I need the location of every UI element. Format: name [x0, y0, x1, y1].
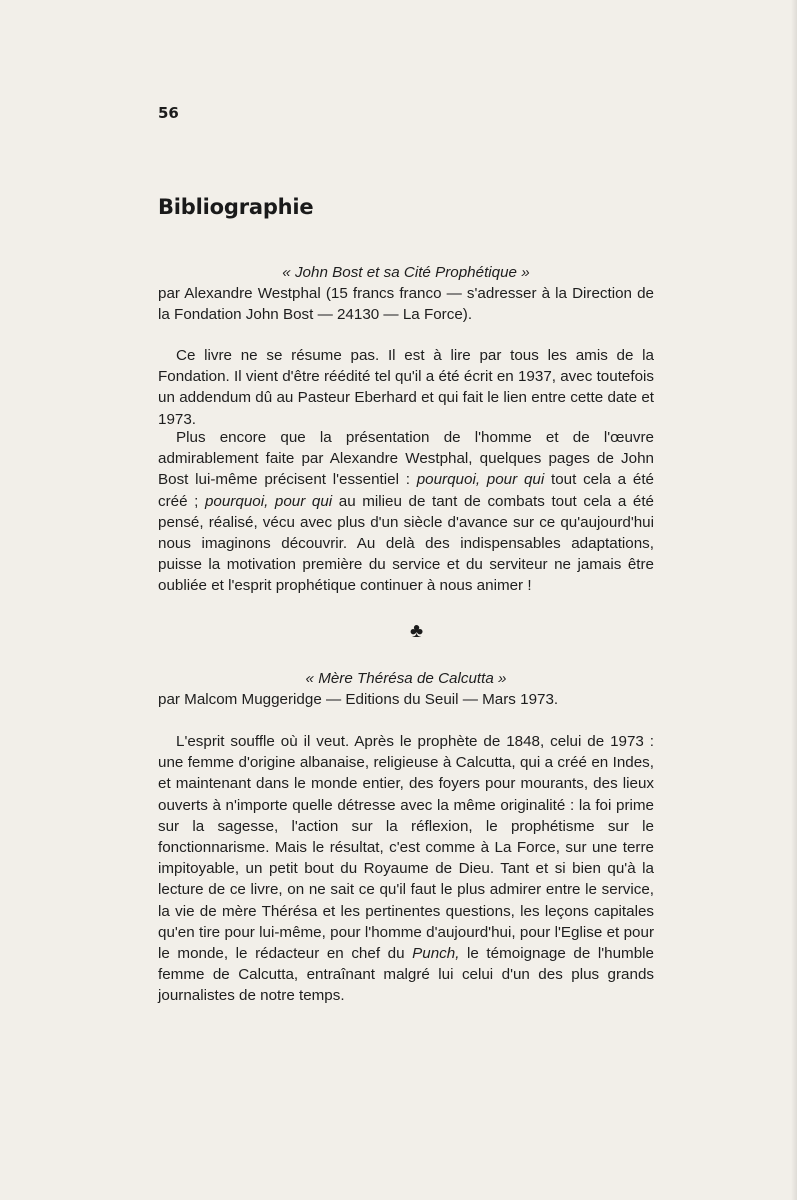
- book-2-paragraph-text-a: L'esprit souffle où il veut. Après le prophète de 1848, celui de 1973 : une femme d'origine albanaise, religieuse à Calcutta, qui a créé en Indes, et maintenant dans le monde entier, des foyers pour mourants, des lieux ouverts à n'importe quelle détresse avec la même originalité : la foi prime sur la sagesse, l'action sur la réflexion, le prophétisme sur le fonctionnarisme. Mais le résultat, c'est comme à La Force, sur une terre impitoyable, un petit bout du Royaume de Dieu. Tant et si bien qu'à la lecture de ce livre, on ne sait ce qu'il faut le plus admirer entre le service, la vie de mère Thérésa et les pertinentes questions, les leçons capitales qu'en tire pour lui-même, pour l'homme d'aujourd'hui, pour l'Eglise et pour le monde, le rédacteur en chef du: [158, 733, 654, 963]
- book-2-title: « Mère Thérésa de Calcutta »: [305, 670, 507, 687]
- book-review-1: [158, 262, 654, 326]
- club-ornament-icon: ♣: [410, 620, 424, 642]
- book-review-2: [158, 668, 654, 710]
- book-1-byline: par Alexandre Westphal (15 francs franco — s'adresser à la Direction de la Fondation John Bost — 24130 — La Force).: [158, 285, 654, 324]
- book-1-paragraph-1: Ce livre ne se résume pas. Il est à lire par tous les amis de la Fondation. Il vient d'être réédité tel qu'il a été écrit en 1937, avec toutefois un addendum dû au Pasteur Eberhard et qui fait le lien entre cette date et 1973.: [158, 347, 654, 428]
- book-1-title: « John Bost et sa Cité Prophétique »: [282, 264, 530, 281]
- book-1-paragraph-2-text-c: au milieu de tant de combats tout cela a été pensé, réalisé, vécu avec plus d'un siècle d'avance sur ce qu'aujourd'hui nous imaginons découvrir. Au delà des indispensables adaptations, puisse la motivation première du service et du serviteur ne jamais être oubliée et l'esprit prophétique continuer à nous animer !: [158, 492, 654, 595]
- book-2-paragraph: [158, 731, 654, 1007]
- book-2-paragraph-emphasis: Punch,: [412, 945, 460, 963]
- book-1-paragraph-2-text-a: Plus encore que la présentation de l'homme et de l'œuvre admirablement faite par Alexandre Westphal, quelques pages de John Bost lui-même précisent l'essentiel :: [158, 429, 654, 489]
- book-2-paragraph-text-b: le témoignage de l'humble femme de Calcutta, entraînant malgré lui celui d'un des plus grands journalistes de notre temps.: [158, 945, 654, 1005]
- page-number: 56: [158, 104, 179, 122]
- book-1-paragraph-2: [158, 427, 654, 597]
- book-1-paragraph-2-emphasis-b: pourquoi, pour qui: [204, 492, 333, 510]
- book-1-paragraph-2-text-b: tout cela a été créé ;: [158, 471, 655, 510]
- book-2-paragraph-block: [158, 731, 654, 1007]
- book-2-byline: par Malcom Muggeridge — Editions du Seuil — Mars 1973.: [158, 691, 559, 709]
- section-heading: Bibliographie: [158, 195, 314, 219]
- book-1-paragraph-1-block: [158, 345, 654, 430]
- book-1-paragraph-2-block: [158, 427, 654, 597]
- book-1-paragraph-2-emphasis-a: pourquoi, pour qui: [416, 471, 545, 489]
